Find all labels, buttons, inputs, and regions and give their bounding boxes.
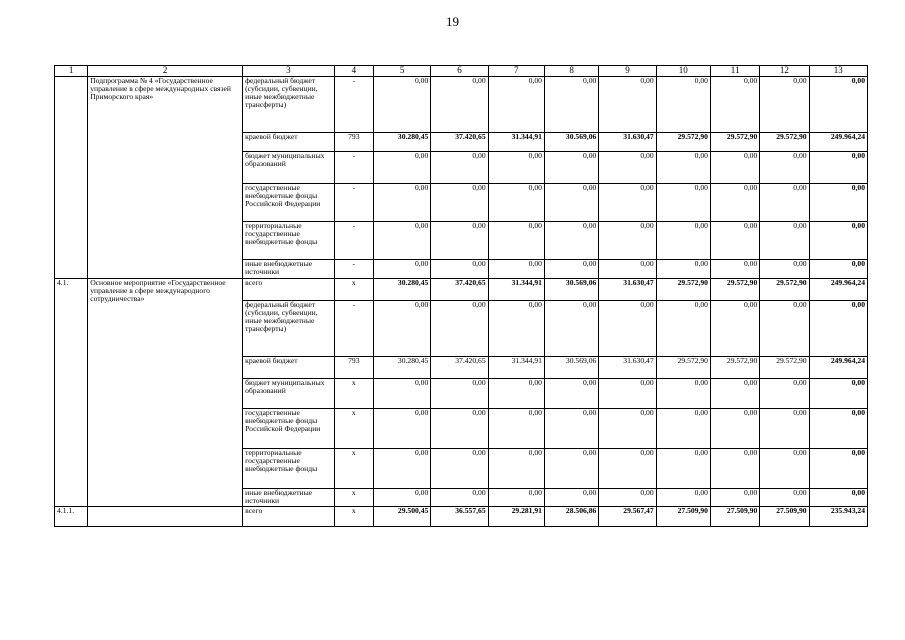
total-cell: 0,00	[809, 409, 867, 449]
table-row	[55, 507, 868, 527]
amount-cell: 0,00	[544, 489, 598, 507]
amount-cell: 29.572,90	[760, 357, 809, 379]
amount-cell: 0,00	[760, 77, 809, 133]
amount-cell: 0,00	[431, 77, 488, 133]
total-cell: 0,00	[809, 222, 867, 260]
amount-cell: 0,00	[431, 152, 488, 184]
funding-source: краевой бюджет	[243, 357, 335, 379]
grbs-code: x	[334, 279, 373, 301]
total-cell: 0,00	[809, 260, 867, 279]
funding-source: территориальные государственные внебюджетные фонды	[243, 449, 335, 489]
funding-source: государственные внебюджетные фонды Российской Федерации	[243, 409, 335, 449]
amount-cell: 0,00	[431, 489, 488, 507]
funding-source: всего	[243, 279, 335, 301]
main-activity-block	[55, 279, 868, 507]
item-number	[55, 77, 88, 279]
amount-cell: 0,00	[599, 77, 656, 133]
column-header: 5	[373, 66, 430, 77]
funding-source: федеральный бюджет (субсидии, субвенции, иные межбюджетные трансферты)	[243, 301, 335, 357]
amount-cell: 0,00	[544, 222, 598, 260]
amount-cell: 0,00	[373, 222, 430, 260]
amount-cell: 0,00	[760, 449, 809, 489]
column-header: 2	[88, 66, 243, 77]
amount-cell: 0,00	[656, 77, 710, 133]
amount-cell: 0,00	[373, 152, 430, 184]
column-header: 10	[656, 66, 710, 77]
amount-cell: 0,00	[373, 489, 430, 507]
amount-cell: 0,00	[599, 222, 656, 260]
amount-cell: 29.572,90	[656, 133, 710, 152]
amount-cell: 0,00	[431, 260, 488, 279]
amount-cell: 0,00	[544, 152, 598, 184]
amount-cell: 29.567,47	[599, 507, 656, 527]
funding-source: государственные внебюджетные фонды Российской Федерации	[243, 184, 335, 222]
amount-cell: 31.344,91	[488, 279, 544, 301]
total-cell: 0,00	[809, 449, 867, 489]
amount-cell: 29.572,90	[760, 133, 809, 152]
funding-source: всего	[243, 507, 335, 527]
total-cell: 249.964,24	[809, 279, 867, 301]
amount-cell: 0,00	[599, 260, 656, 279]
budget-table	[54, 65, 868, 527]
amount-cell: 0,00	[710, 77, 759, 133]
activity-block	[55, 507, 868, 527]
total-cell: 0,00	[809, 489, 867, 507]
header-row	[55, 66, 868, 77]
item-number: 4.1.	[55, 279, 88, 507]
grbs-code: -	[334, 152, 373, 184]
amount-cell: 0,00	[710, 260, 759, 279]
amount-cell: 0,00	[599, 449, 656, 489]
grbs-code: x	[334, 409, 373, 449]
total-cell: 0,00	[809, 379, 867, 409]
amount-cell: 29.500,45	[373, 507, 430, 527]
amount-cell: 28.506,86	[544, 507, 598, 527]
total-cell: 0,00	[809, 301, 867, 357]
amount-cell: 29.572,90	[656, 279, 710, 301]
amount-cell: 29.572,90	[656, 357, 710, 379]
amount-cell: 31.344,91	[488, 133, 544, 152]
amount-cell: 31.630,47	[599, 133, 656, 152]
amount-cell: 0,00	[656, 222, 710, 260]
funding-source: иные внебюджетные источники	[243, 260, 335, 279]
amount-cell: 0,00	[544, 449, 598, 489]
amount-cell: 0,00	[373, 301, 430, 357]
amount-cell: 0,00	[488, 409, 544, 449]
amount-cell: 0,00	[431, 379, 488, 409]
amount-cell: 0,00	[431, 184, 488, 222]
grbs-code: x	[334, 449, 373, 489]
amount-cell: 0,00	[599, 152, 656, 184]
amount-cell: 37.420,65	[431, 133, 488, 152]
amount-cell: 0,00	[710, 409, 759, 449]
grbs-code: x	[334, 379, 373, 409]
grbs-code: 793	[334, 357, 373, 379]
grbs-code: -	[334, 77, 373, 133]
amount-cell: 0,00	[599, 409, 656, 449]
amount-cell: 30.280,45	[373, 279, 430, 301]
total-cell: 249.964,24	[809, 357, 867, 379]
amount-cell: 0,00	[373, 449, 430, 489]
amount-cell: 0,00	[488, 152, 544, 184]
amount-cell: 0,00	[488, 301, 544, 357]
column-header: 9	[599, 66, 656, 77]
amount-cell: 27.509,90	[760, 507, 809, 527]
amount-cell: 0,00	[373, 77, 430, 133]
amount-cell: 31.630,47	[599, 357, 656, 379]
amount-cell: 0,00	[710, 301, 759, 357]
grbs-code: -	[334, 301, 373, 357]
amount-cell: 0,00	[710, 152, 759, 184]
amount-cell: 0,00	[760, 489, 809, 507]
amount-cell: 0,00	[488, 260, 544, 279]
item-name: Подпрограмма № 4 «Государственное управление в сфере международных связей Приморского края»	[88, 77, 243, 279]
amount-cell: 0,00	[656, 152, 710, 184]
amount-cell: 0,00	[488, 379, 544, 409]
amount-cell: 0,00	[599, 379, 656, 409]
grbs-code: x	[334, 489, 373, 507]
amount-cell: 0,00	[431, 449, 488, 489]
amount-cell: 31.344,91	[488, 357, 544, 379]
amount-cell: 0,00	[544, 379, 598, 409]
amount-cell: 30.280,45	[373, 133, 430, 152]
amount-cell: 0,00	[656, 379, 710, 409]
amount-cell: 30.569,06	[544, 357, 598, 379]
funding-source: краевой бюджет	[243, 133, 335, 152]
amount-cell: 0,00	[488, 489, 544, 507]
grbs-code: -	[334, 184, 373, 222]
amount-cell: 0,00	[373, 260, 430, 279]
amount-cell: 0,00	[710, 449, 759, 489]
amount-cell: 37.420,65	[431, 279, 488, 301]
amount-cell: 0,00	[710, 184, 759, 222]
column-header: 4	[334, 66, 373, 77]
amount-cell: 0,00	[760, 409, 809, 449]
amount-cell: 29.572,90	[710, 279, 759, 301]
grbs-code: -	[334, 222, 373, 260]
amount-cell: 0,00	[599, 301, 656, 357]
grbs-code: -	[334, 260, 373, 279]
funding-source: территориальные государственные внебюджетные фонды	[243, 222, 335, 260]
funding-source: иные внебюджетные источники	[243, 489, 335, 507]
amount-cell: 0,00	[373, 379, 430, 409]
item-name	[88, 507, 243, 527]
table-row	[55, 77, 868, 133]
amount-cell: 0,00	[431, 409, 488, 449]
column-header: 11	[710, 66, 759, 77]
amount-cell: 0,00	[656, 184, 710, 222]
funding-source: федеральный бюджет (субсидии, субвенции, иные межбюджетные трансферты)	[243, 77, 335, 133]
amount-cell: 30.569,06	[544, 279, 598, 301]
total-cell: 0,00	[809, 152, 867, 184]
table-row	[55, 279, 868, 301]
total-cell: 235.943,24	[809, 507, 867, 527]
amount-cell: 27.509,90	[656, 507, 710, 527]
amount-cell: 0,00	[656, 449, 710, 489]
amount-cell: 29.572,90	[760, 279, 809, 301]
amount-cell: 0,00	[488, 449, 544, 489]
grbs-code: 793	[334, 133, 373, 152]
amount-cell: 0,00	[760, 379, 809, 409]
amount-cell: 0,00	[488, 184, 544, 222]
funding-source: бюджет муниципальных образований	[243, 152, 335, 184]
amount-cell: 0,00	[710, 222, 759, 260]
item-name: Основное мероприятие «Государственное управление в сфере международного сотрудничества»	[88, 279, 243, 507]
amount-cell: 0,00	[656, 260, 710, 279]
column-header: 3	[243, 66, 335, 77]
total-cell: 0,00	[809, 77, 867, 133]
total-cell: 0,00	[809, 184, 867, 222]
amount-cell: 30.569,06	[544, 133, 598, 152]
column-header: 8	[544, 66, 598, 77]
amount-cell: 0,00	[373, 184, 430, 222]
amount-cell: 0,00	[656, 489, 710, 507]
subprogram-block	[55, 77, 868, 279]
amount-cell: 36.557,65	[431, 507, 488, 527]
column-header: 12	[760, 66, 809, 77]
column-header: 1	[55, 66, 88, 77]
column-header: 6	[431, 66, 488, 77]
amount-cell: 0,00	[656, 301, 710, 357]
column-header: 7	[488, 66, 544, 77]
amount-cell: 29.572,90	[710, 133, 759, 152]
total-cell: 249.964,24	[809, 133, 867, 152]
amount-cell: 0,00	[488, 77, 544, 133]
amount-cell: 0,00	[544, 409, 598, 449]
amount-cell: 0,00	[544, 301, 598, 357]
grbs-code: x	[334, 507, 373, 527]
amount-cell: 0,00	[599, 489, 656, 507]
amount-cell: 0,00	[760, 184, 809, 222]
amount-cell: 0,00	[431, 222, 488, 260]
column-header: 13	[809, 66, 867, 77]
amount-cell: 0,00	[599, 184, 656, 222]
amount-cell: 27.509,90	[710, 507, 759, 527]
amount-cell: 0,00	[656, 409, 710, 449]
amount-cell: 0,00	[760, 301, 809, 357]
amount-cell: 0,00	[431, 301, 488, 357]
amount-cell: 0,00	[760, 260, 809, 279]
amount-cell: 0,00	[710, 379, 759, 409]
funding-source: бюджет муниципальных образований	[243, 379, 335, 409]
amount-cell: 0,00	[760, 222, 809, 260]
amount-cell: 30.280,45	[373, 357, 430, 379]
amount-cell: 0,00	[544, 260, 598, 279]
amount-cell: 0,00	[373, 409, 430, 449]
item-number: 4.1.1.	[55, 507, 88, 527]
amount-cell: 37.420,65	[431, 357, 488, 379]
amount-cell: 29.572,90	[710, 357, 759, 379]
amount-cell: 0,00	[544, 77, 598, 133]
amount-cell: 0,00	[488, 222, 544, 260]
page-number: 19	[446, 14, 459, 29]
amount-cell: 0,00	[760, 152, 809, 184]
amount-cell: 29.281,91	[488, 507, 544, 527]
amount-cell: 0,00	[710, 489, 759, 507]
amount-cell: 0,00	[544, 184, 598, 222]
amount-cell: 31.630,47	[599, 279, 656, 301]
